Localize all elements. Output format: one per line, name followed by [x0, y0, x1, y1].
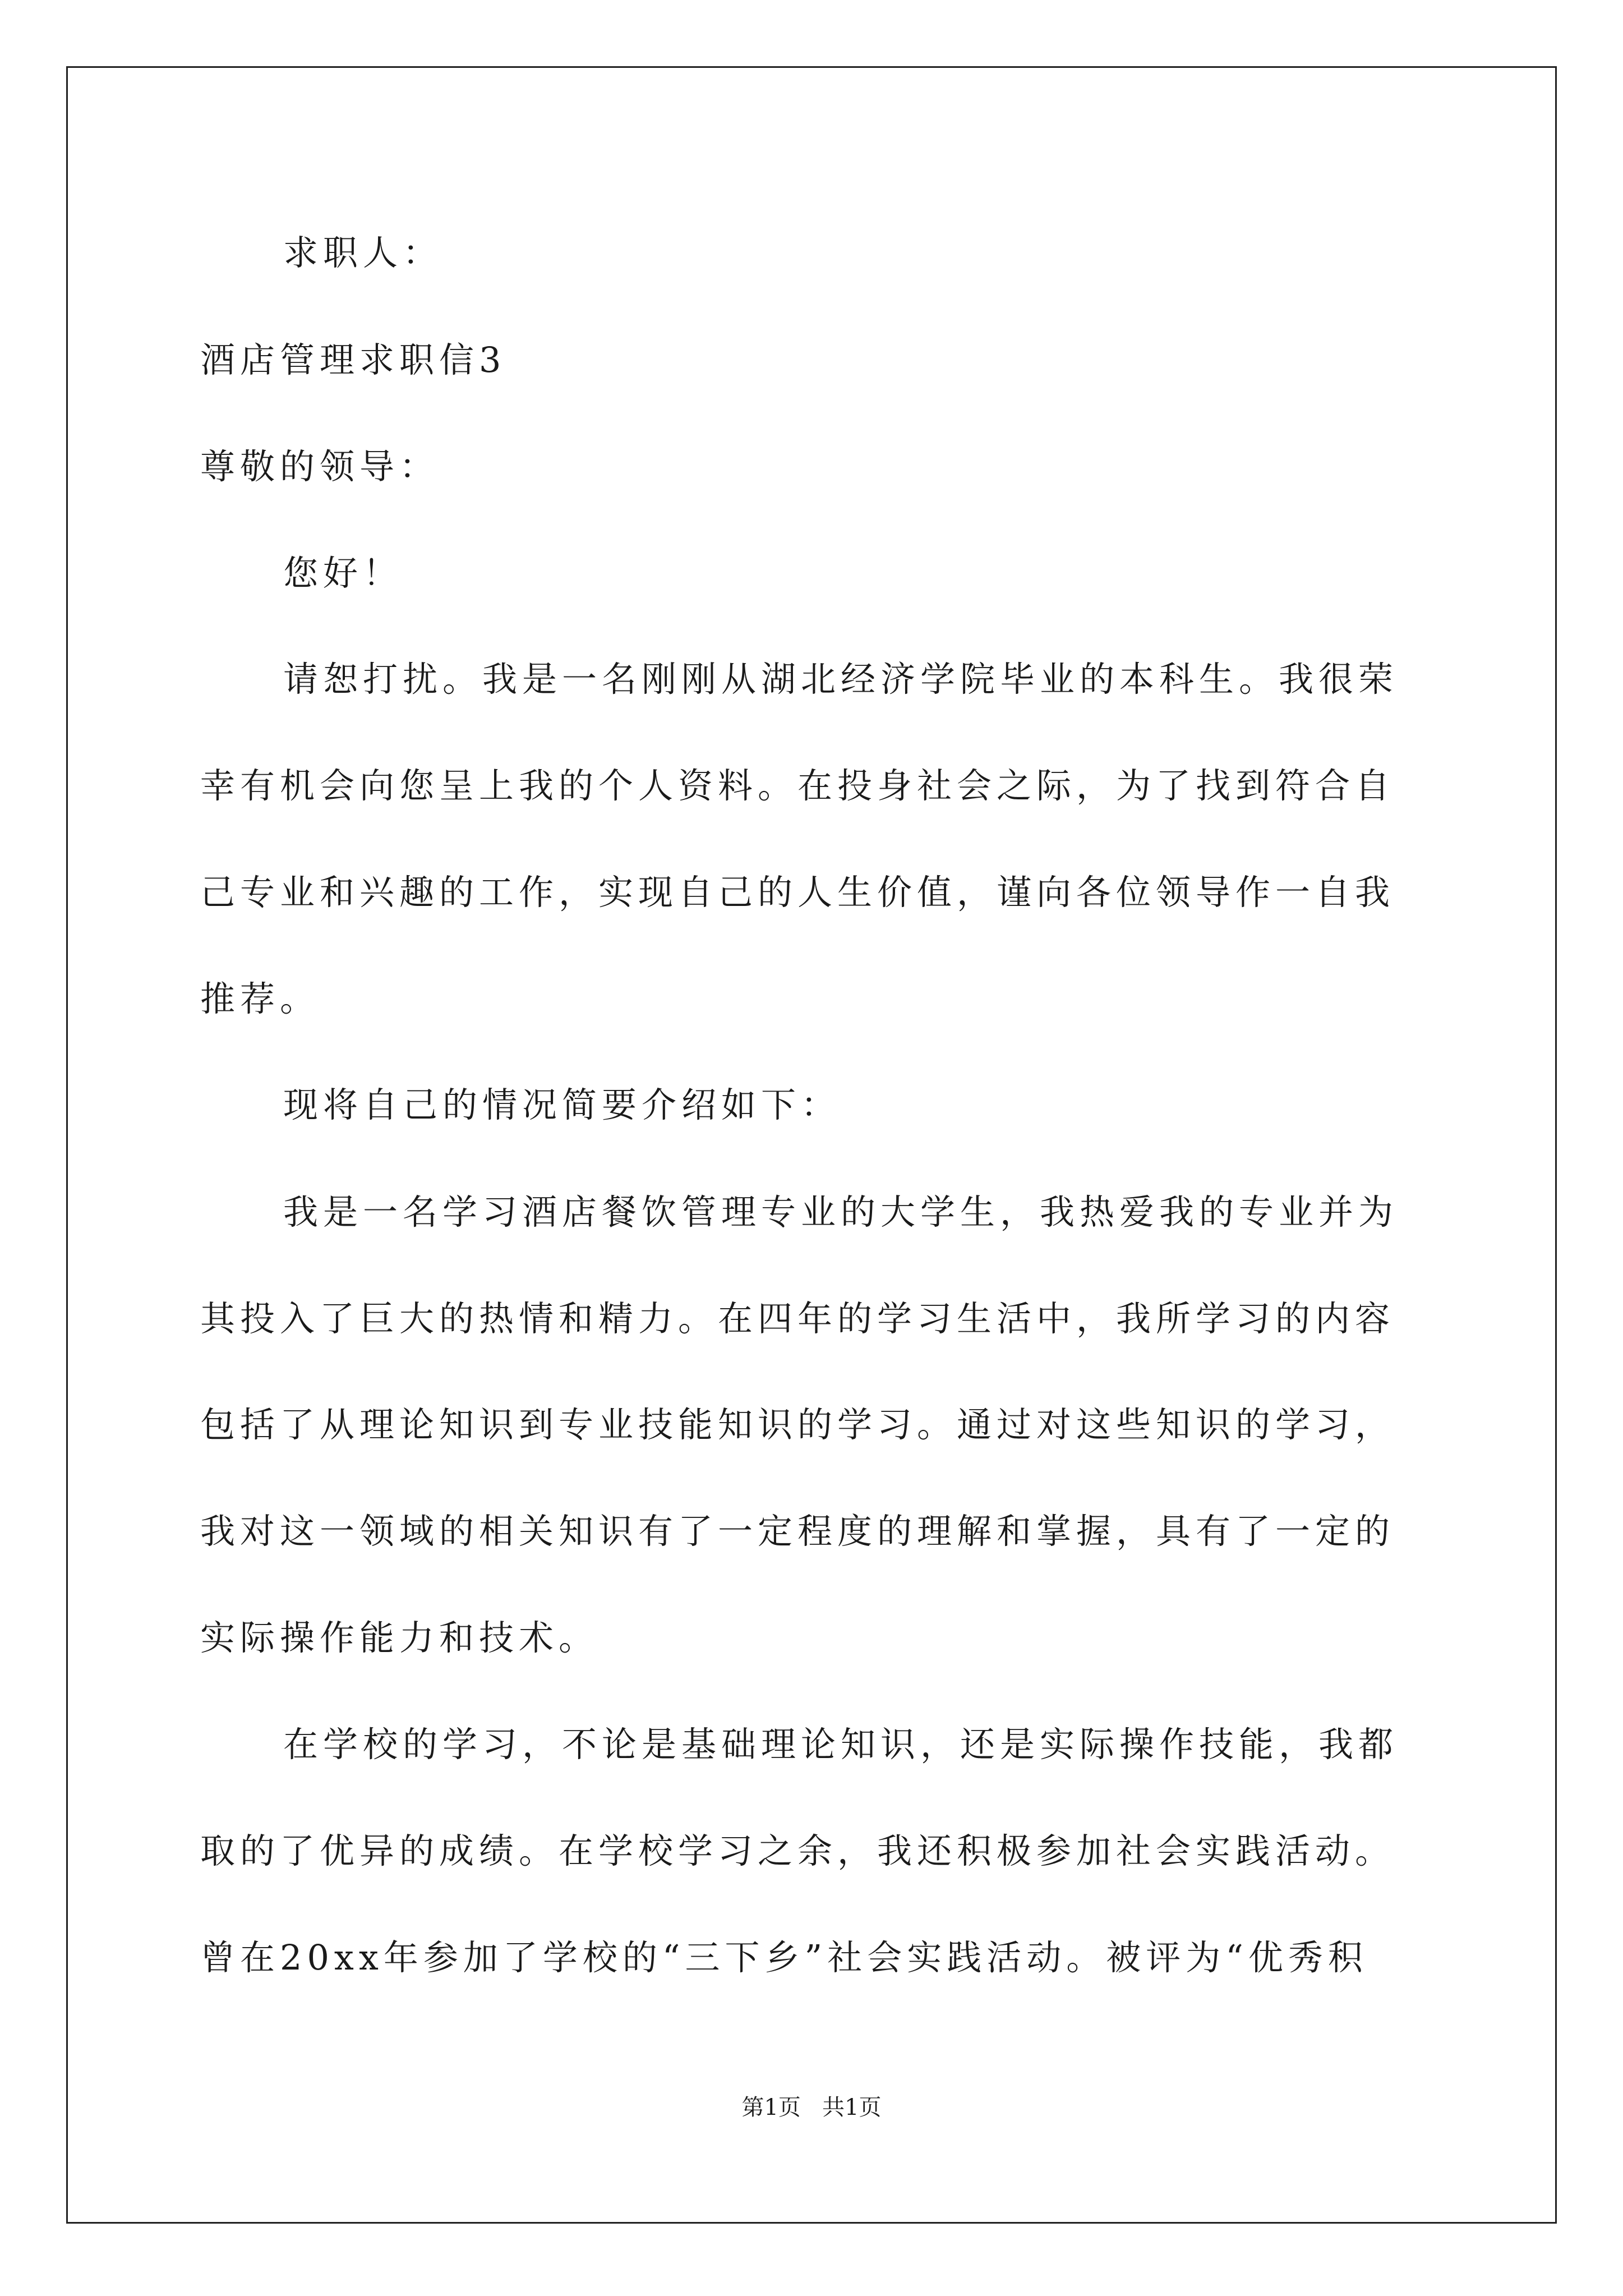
- body-line: 幸有机会向您呈上我的个人资料。在投身社会之际，为了找到符合自: [200, 765, 1395, 806]
- greeting: 您好！: [283, 553, 403, 593]
- body-line: 己专业和兴趣的工作，实现自己的人生价值，谨向各位领导作一自我: [200, 872, 1395, 913]
- body-line: 现将自己的情况简要介绍如下：: [283, 1084, 841, 1125]
- body-line: 取的了优异的成绩。在学校学习之余，我还积极参加社会实践活动。: [200, 1830, 1395, 1871]
- body-line: 请恕打扰。我是一名刚刚从湖北经济学院毕业的本科生。我很荣: [283, 659, 1399, 700]
- page-footer: 第1页 共1页: [741, 2095, 882, 2120]
- body-line: 曾在20xx年参加了学校的“三下乡”社会实践活动。被评为“优秀积: [200, 1937, 1368, 1978]
- salutation: 尊敬的领导：: [200, 446, 440, 487]
- applicant-label: 求职人：: [283, 232, 443, 273]
- page-border: [66, 66, 1557, 2224]
- body-line: 我是一名学习酒店餐饮管理专业的大学生，我热爱我的专业并为: [283, 1191, 1399, 1232]
- letter-heading: 酒店管理求职信3: [200, 339, 506, 380]
- body-line: 我对这一领域的相关知识有了一定程度的理解和掌握，具有了一定的: [200, 1511, 1395, 1552]
- body-line: 包括了从理论知识到专业技能知识的学习。通过对这些知识的学习，: [200, 1404, 1395, 1445]
- body-line: 实际操作能力和技术。: [200, 1617, 599, 1658]
- body-line: 其投入了巨大的热情和精力。在四年的学习生活中，我所学习的内容: [200, 1298, 1395, 1339]
- body-line: 推荐。: [200, 978, 320, 1019]
- body-line: 在学校的学习，不论是基础理论知识，还是实际操作技能，我都: [283, 1724, 1399, 1765]
